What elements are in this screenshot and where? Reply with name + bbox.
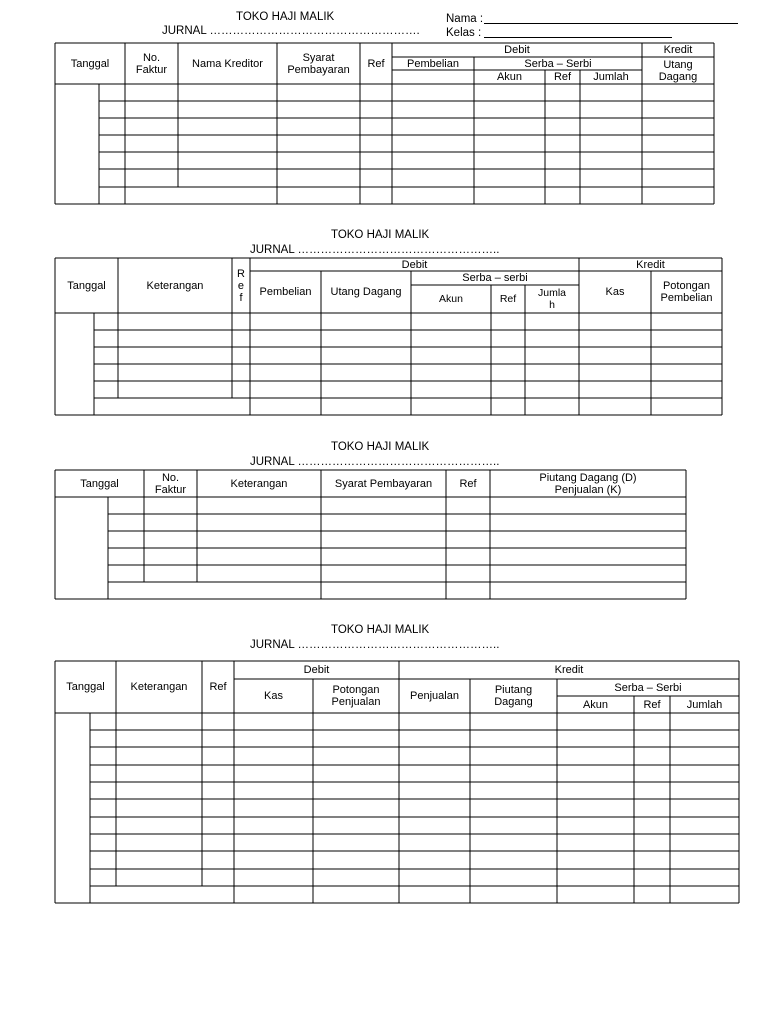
t4-col-akun: Akun (582, 698, 609, 711)
t2-col-ref: R e f (237, 267, 245, 304)
t1-col-jumlah: Jumlah (593, 71, 629, 83)
store-title-3: TOKO HAJI MALIK (331, 441, 430, 453)
t4-col-ref2: Ref (643, 698, 661, 711)
t2-col-utang: Utang Dagang (330, 286, 402, 298)
t4-col-kredit: Kredit (554, 664, 584, 676)
t1-col-syarat: Syarat Pembayaran (287, 51, 350, 76)
t1-col-nama-kreditor: Nama Kreditor (192, 57, 263, 70)
t1-col-pembelian: Pembelian (407, 57, 459, 70)
t4-col-tanggal: Tanggal (66, 681, 105, 693)
t3-col-syarat: Syarat Pembayaran (334, 477, 433, 490)
t1-col-ref: Ref (367, 57, 385, 70)
t1-col-serba: Serba – Serbi (524, 57, 592, 70)
t4-col-penjualan: Penjualan (410, 690, 459, 702)
t1-col-debit: Debit (504, 44, 530, 56)
journal-title-1: JURNAL ………………………………………………. (162, 25, 420, 37)
t3-col-keterangan: Keterangan (230, 477, 288, 490)
t1-col-ref2: Ref (553, 71, 572, 83)
t4-col-ref: Ref (209, 681, 227, 693)
t2-col-potongan: Potongan Pembelian (660, 280, 713, 304)
t3-col-ref: Ref (459, 477, 477, 490)
t4-col-potongan: Potongan Penjualan (331, 684, 381, 708)
t2-col-ref2: Ref (499, 293, 517, 305)
t4-col-debit: Debit (303, 664, 330, 676)
t1-col-utang: Utang Dagang (658, 58, 698, 83)
t1-col-kredit: Kredit (663, 44, 693, 56)
name-label: Nama : (446, 13, 484, 25)
t2-col-akun: Akun (439, 293, 463, 305)
t2-col-jumlah: Jumla h (537, 287, 566, 311)
t3-col-no-faktur: No. Faktur (154, 471, 187, 496)
t2-col-tanggal: Tanggal (67, 279, 106, 292)
journal-title-2: JURNAL …………………………………………….. (250, 244, 500, 256)
t2-col-serba: Serba – serbi (462, 272, 528, 284)
class-label: Kelas : (446, 27, 482, 39)
store-title-4: TOKO HAJI MALIK (331, 624, 430, 636)
t2-col-debit: Debit (401, 258, 428, 271)
t1-col-tanggal: Tanggal (70, 57, 110, 70)
t4-col-piutang: Piutang Dagang (494, 684, 533, 708)
t3-col-piutang: Piutang Dagang (D) Penjualan (K) (539, 471, 637, 496)
store-title-1: TOKO HAJI MALIK (236, 11, 335, 23)
t1-col-akun: Akun (496, 71, 523, 83)
t2-col-kredit: Kredit (636, 258, 665, 271)
t4-col-jumlah: Jumlah (686, 698, 723, 711)
t3-col-tanggal: Tanggal (80, 477, 119, 490)
t2-col-kas: Kas (605, 286, 625, 298)
t1-col-no-faktur: No. Faktur (135, 51, 168, 76)
journal-title-3: JURNAL …………………………………………….. (250, 456, 500, 468)
t2-col-pembelian: Pembelian (259, 286, 312, 298)
store-title-2: TOKO HAJI MALIK (331, 229, 430, 241)
t2-col-keterangan: Keterangan (146, 279, 204, 292)
t4-col-keterangan: Keterangan (130, 681, 188, 693)
t4-col-kas: Kas (264, 690, 283, 702)
journal-title-4: JURNAL …………………………………………….. (250, 639, 500, 651)
t4-col-serba: Serba – Serbi (614, 681, 682, 694)
